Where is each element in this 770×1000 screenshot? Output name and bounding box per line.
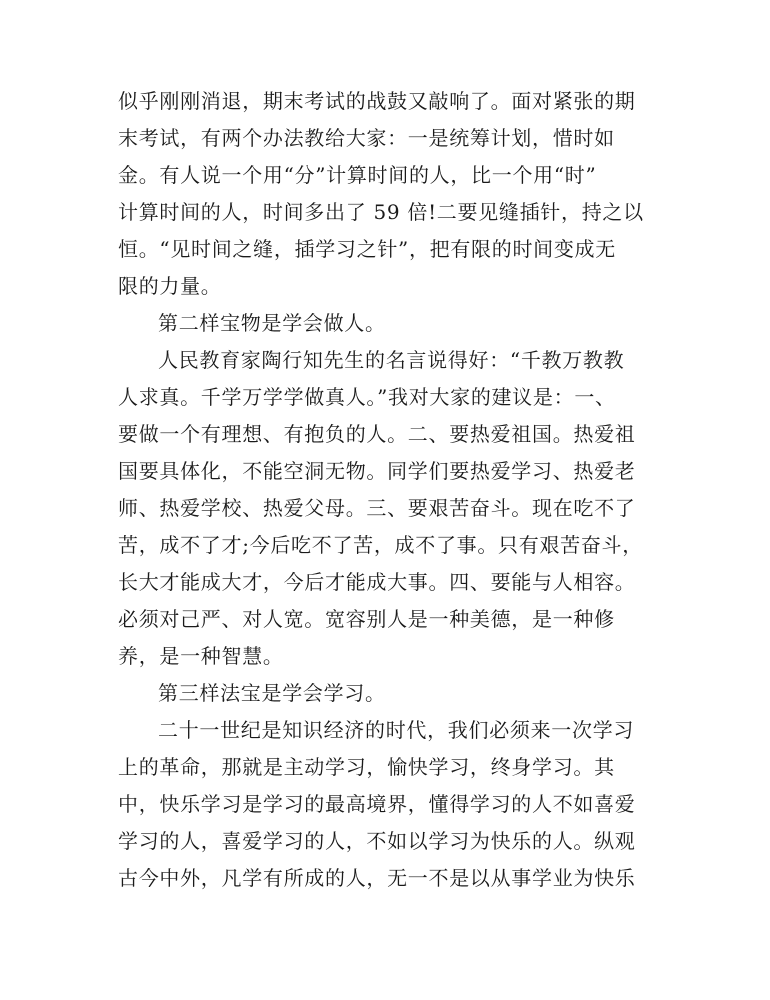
text-line: 人民教育家陶行知先生的名言说得好：“千教万教教 (158, 348, 625, 372)
text-line: 二十一世纪是知识经济的时代，我们必须来一次学习 (158, 718, 635, 742)
text-line: 必须对己严、对人宽。宽容别人是一种美德，是一种修 (118, 607, 615, 631)
text-line: 上的革命，那就是主动学习，愉快学习，终身学习。其 (118, 755, 615, 779)
text-line: 要做一个有理想、有抱负的人。二、要热爱祖国。热爱祖 (118, 422, 636, 446)
text-line: 人求真。千学万学学做真人。”我对大家的建议是：一、 (118, 385, 616, 409)
text-line: 养，是一种智慧。 (118, 644, 284, 668)
text-line: 苦，成不了才;今后吃不了苦，成不了事。只有艰苦奋斗， (118, 533, 643, 557)
text-line: 学习的人，喜爱学习的人，不如以学习为快乐的人。纵观 (118, 829, 636, 853)
text-line: 末考试，有两个办法教给大家：一是统筹计划，惜时如 (118, 126, 615, 150)
body-text (118, 83, 644, 897)
text-line: 金。有人说一个用“分”计算时间的人，比一个用“时” (118, 163, 597, 187)
section-heading: 第三样法宝是学会学习。 (158, 681, 386, 705)
text-line: 似乎刚刚消退，期末考试的战鼓又敲响了。面对紧张的期 (118, 89, 636, 113)
text-line: 计算时间的人，时间多出了 59 倍!二要见缝插针，持之以 (118, 200, 644, 224)
text-line: 古今中外，凡学有所成的人，无一不是以从事学业为快乐 (118, 866, 636, 890)
text-line: 长大才能成大才，今后才能成大事。四、要能与人相容。 (118, 570, 636, 594)
text-line: 限的力量。 (118, 274, 222, 298)
text-line: 国要具体化，不能空洞无物。同学们要热爱学习、热爱老 (118, 459, 636, 483)
text-line: 师、热爱学校、热爱父母。三、要艰苦奋斗。现在吃不了 (118, 496, 636, 520)
section-heading: 第二样宝物是学会做人。 (158, 311, 386, 335)
text-line: 恒。“见时间之缝，插学习之针”，把有限的时间变成无 (118, 237, 616, 261)
text-line: 中，快乐学习是学习的最高境界，懂得学习的人不如喜爱 (118, 792, 636, 816)
